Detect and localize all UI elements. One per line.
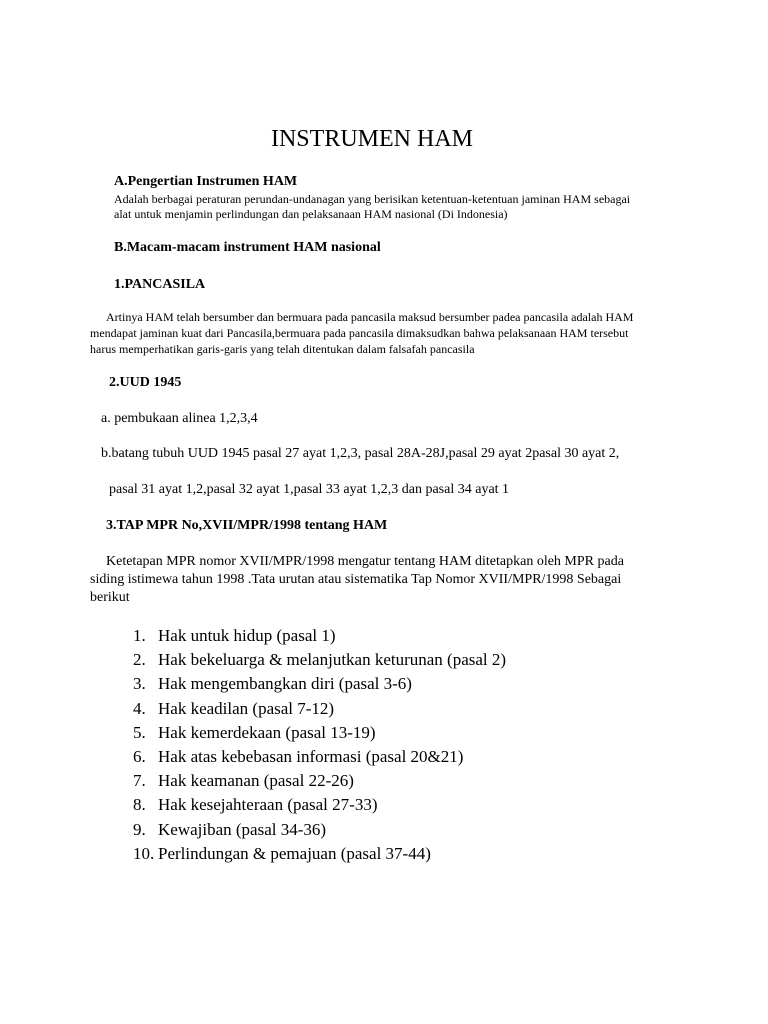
tap-mpr-line-2: siding istimewa tahun 1998 .Tata urutan atau sistematika Tap Nomor XVII/MPR/1998 Sebagai: [90, 572, 622, 587]
list-text: Hak keamanan (pasal 22-26): [158, 771, 354, 791]
list-item: [133, 745, 506, 769]
list-number: 10.: [133, 843, 155, 863]
list-text: Hak bekeluarga & melanjutkan keturunan (pasal 2): [158, 650, 507, 670]
list-item: [133, 672, 506, 696]
list-item: [133, 769, 506, 793]
list-text: Hak kesejahteraan (pasal 27-33): [158, 795, 378, 815]
tap-mpr-line-1: Ketetapan MPR nomor XVII/MPR/1998 mengatur tentang HAM ditetapkan oleh MPR pada: [106, 554, 624, 569]
list-number: 4.: [133, 698, 146, 718]
list-item: [133, 818, 506, 842]
list-text: Hak atas kebebasan informasi (pasal 20&21): [158, 747, 464, 767]
list-text: Hak mengembangkan diri (pasal 3-6): [158, 674, 412, 694]
section-a-line-2: alat untuk menjamin perlindungan dan pelaksanaan HAM nasional (Di Indonesia): [114, 207, 508, 221]
list-text: Perlindungan & pemajuan (pasal 37-44): [158, 843, 431, 863]
pancasila-line-1: Artinya HAM telah bersumber dan bermuara pada pancasila maksud bersumber padea pancasila adalah HAM: [106, 310, 634, 324]
pancasila-line-3: harus memperhatikan garis-garis yang telah ditentukan dalam falsafah pancasila: [90, 342, 475, 356]
uud-heading: 2.UUD 1945: [109, 375, 182, 390]
section-a-line-1: Adalah berbagai peraturan perundan-undanagan yang berisikan ketentuan-ketentuan jaminan HAM sebagai: [114, 192, 631, 206]
list-item: [133, 624, 506, 648]
list-number: 3.: [133, 674, 146, 694]
list-number: 7.: [133, 771, 146, 791]
list-number: 2.: [133, 650, 146, 670]
list-number: 9.: [133, 819, 146, 839]
tap-mpr-list: [133, 624, 506, 866]
pancasila-heading: 1.PANCASILA: [114, 277, 206, 292]
list-number: 1.: [133, 626, 146, 645]
list-number: 8.: [133, 795, 146, 815]
list-item: [133, 721, 506, 745]
list-text: Hak keadilan (pasal 7-12): [158, 698, 335, 718]
page-title: INSTRUMEN HAM: [270, 126, 473, 152]
pancasila-line-2: mendapat jaminan kuat dari Pancasila,bermuara pada pancasila dimaksudkan bahwa pelaksanaan HAM tersebut: [90, 326, 629, 340]
list-text: Hak kemerdekaan (pasal 13-19): [158, 722, 376, 742]
tap-mpr-line-3: berikut: [90, 590, 130, 605]
tap-mpr-heading: 3.TAP MPR No,XVII/MPR/1998 tentang HAM: [106, 518, 388, 533]
section-a-heading: A.Pengertian Instrumen HAM: [114, 174, 298, 189]
list-item: [133, 793, 506, 817]
list-item: [133, 697, 506, 721]
list-text: Hak untuk hidup (pasal 1): [158, 626, 336, 645]
uud-item-b-continued: pasal 31 ayat 1,2,pasal 32 ayat 1,pasal 33 ayat 1,2,3 dan pasal 34 ayat 1: [109, 482, 510, 497]
list-number: 6.: [133, 747, 146, 767]
uud-item-a: a. pembukaan alinea 1,2,3,4: [101, 411, 258, 426]
section-b-heading: B.Macam-macam instrument HAM nasional: [114, 240, 381, 255]
list-text: Kewajiban (pasal 34-36): [158, 819, 327, 839]
list-number: 5.: [133, 722, 146, 742]
uud-item-b: b.batang tubuh UUD 1945 pasal 27 ayat 1,2,3, pasal 28A-28J,pasal 29 ayat 2pasal 30 ayat 2,: [101, 446, 620, 461]
list-item: [133, 648, 506, 672]
list-item: [133, 842, 506, 866]
